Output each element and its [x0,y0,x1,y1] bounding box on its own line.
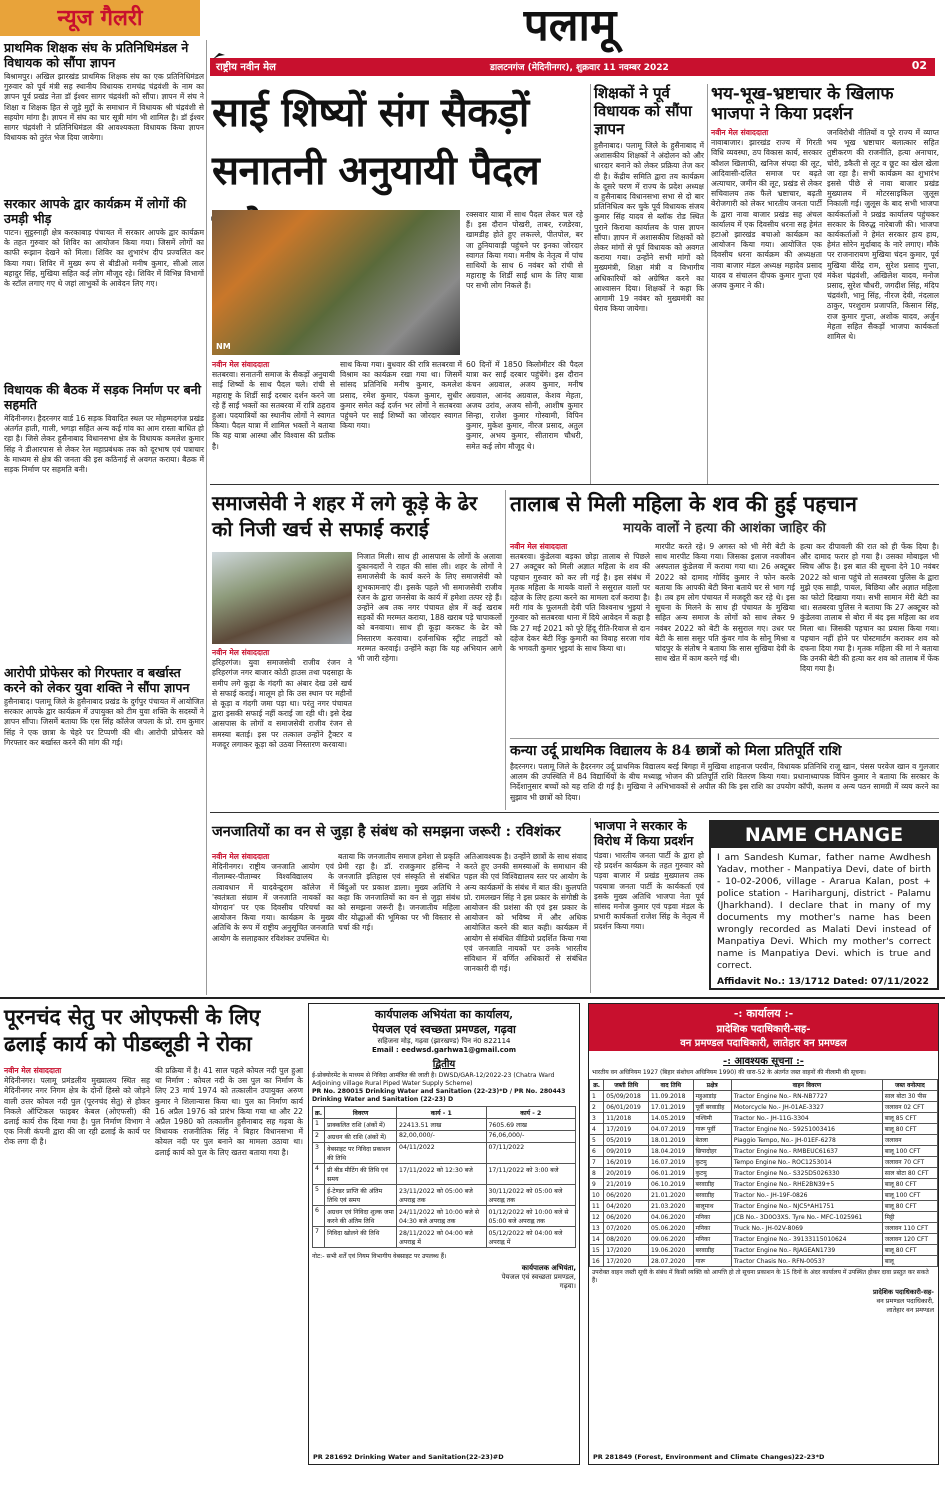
notice-cell: 16/2019 [604,1157,649,1168]
tender-cell: 17/11/2022 को 3:00 बजे [486,1164,576,1185]
notice-cell: Tractor Engine No.- 59251003416 [731,1124,882,1135]
tender-cell: 4 [313,1164,325,1185]
notice-cell: 11 [590,1201,604,1212]
notice-row [590,1212,938,1223]
woman-col-1: नवीन मेल संवाददाता सतबरवा। कुंडेलवा बड़का छोड़ा तालाब से पिछले 27 अक्टूबर को मिली अज्ञात महिला के शव की पहचान गुरुवार को कर ली गई है। इस संबंध में मृतक महिला के मायके वालों ने ससुराल वालों पर दहेज के लिए हत्या करने का मामला दर्ज कराया है। मरी गांव के फूलमती देवी पति विश्वनाथ भुइयां ने गुरुवार को सतबरवा थाना में दिये आवेदन में कहा है कि 27 मई 2021 को पूरे हिंदू रीति-रिवाज से दान दहेज देकर बेटी रिंकु कुमारी का विवाह सरजा गांव के भगवती कुमार भुइयां के साथ किया था। [510,542,650,654]
notice-cell: जलावन 110 CFT [882,1223,937,1234]
notice-cell: गारू [693,1256,731,1267]
bird-logo-icon [212,46,226,56]
notice-row [590,1223,938,1234]
gallery-title-box [0,0,200,36]
notice-cell: छिपादोहर [693,1146,731,1157]
notice-cell: 16.07.2019 [649,1157,693,1168]
notice-cell: 15 [590,1245,604,1256]
notice-cell: Tractor No.- JH-11G-3304 [731,1113,882,1124]
notice-cell: 16 [590,1256,604,1267]
tender-dept: कार्यपालक अभियंता का कार्यालय, [374,1008,514,1021]
notice-cell: जलावन [882,1135,937,1146]
notice-cell: 05/09/2018 [604,1091,649,1102]
notice-cell: 1 [590,1091,604,1102]
notice-cell: 09/2019 [604,1146,649,1157]
column-rule [707,84,708,484]
notice-row [590,1113,938,1124]
tender-cell: वेबसाइट पर निविदा प्रकाशन की तिथि [325,1143,397,1164]
woman-headline: तालाब से मिली महिला के शव की हुई पहचान [510,491,857,516]
tender-notice [308,1003,580,1465]
notice-row [590,1245,938,1256]
notice-cell: बालू 85 CFT [882,1113,937,1124]
scholar-body: हैदरनगर। पलामू जिले के हैदरनगर उर्दू प्राथमिक विद्यालय बरई बिगहा में मुखिया शाहनाज परवीन, विधायक प्रतिनिधि राजू खान, पंसस परवेज खान व गुलजार आलम की उपस्थिति में 84 विद्यार्थियों के बीच मध्याह्न भोजन की प्रतिपूर्ति राशि वितरण किया गया। प्रधानाध्यापक विपिन कुमार ने बताया कि सरकार के निर्देशानुसार बच्चों को यह राशि दी गई है। मुखिया ने अभिभावकों से अपील की कि इस राशि का उपयोग कॉपी, कलम व अन्य पठन सामग्री में व्यय करने का सुझाव भी छात्रों को दिया। [510,762,939,802]
tender-cell: 30/11/2022 को 05:00 बजे अपराह्न तक [486,1185,576,1206]
tender-cell: 24/11/2022 को 10:00 बजे से 04:30 बजे अपराह्न तक [397,1206,486,1227]
notice-cell: 07/2020 [604,1223,649,1234]
notice-cell: गारू पूर्वी [693,1124,731,1135]
clean-col-2: निजात मिली। साथ ही आसपास के लोगों के अलावा दुकानदारों ने राहत की सांस ली। शहर के लोगों ने समाजसेवी के कार्य करने के लिए समाजसेवी को शुभकामनाएं दी। इसके पहले भी समाजसेवी राजीव रंजन के द्वारा जनसेवा के कार्य में हमेशा तत्पर रहे हैं। उन्होंने अब तक नगर पंचायत क्षेत्र में कई खराब सड़कों की मरम्मत कराया, 188 खराब पड़े चापाकलों को बनवाया। साथ ही कूड़ा करकट के ढेर को निस्तारण करवाया। दर्जनाधिक स्ट्रीट लाइटों को मरम्मत करवाई। उन्होंने कहा कि यह अभियान आगे भी जारी रहेगा। [357,552,502,664]
tender-row [313,1206,576,1227]
tender-intro: ई-प्रोक्योरमेंट के माध्यम से निविदा आमंत्रित की जाती है। DWSD/GAR-12/2022-23 (Chatra Ward Adjoining village Rural Piped Water Supply Scheme) [312,1072,555,1087]
notice-cell: बालू 80 CFT [882,1245,937,1256]
notice-col-header: वाहन विवरण [731,1080,882,1091]
lead-photo: NM [212,210,460,355]
protest-headline: भय-भूख-भ्रष्टाचार के खिलाफ भाजपा ने किया प्रदर्शन [711,84,894,124]
tender-cell: 05/12/2022 को 04:00 बजे अपराह्न में [486,1227,576,1248]
notice-cell: बरवाडीह [693,1179,731,1190]
gallery-headline-4: आरोपी प्रोफेसर को गिरफ्तार व बर्खास्त करने को लेकर युवा शक्ति ने सौंपा ज्ञापन [4,665,190,695]
gallery-body-1: बिश्रामपुर। अखिल झारखंड प्राथमिक शिक्षक संघ का एक प्रतिनिधिमंडल गुरुवार को पूर्व मंत्री सह स्थानीय विधायक रामचंद्र चंद्रवंशी के नाम का ज्ञापन पूर्व प्रखंड नेता डॉ ईश्वर सागर चंद्रवंशी को सौंपा। ज्ञापन में संघ ने शिक्षा व शिक्षक हित से जुड़े मुद्दों के समाधान में विधायक श्री चंद्रवंशी से सहयोग मांगा है। ज्ञापन में संघ का चार सूत्री मांग भी शामिल है। डॉ ईश्वर सागर चंद्रवंशी ने प्रतिनिधिमंडल की आवश्यकता विधायक किया ज्ञापन विधायक को तुरंत भेज दिया जायेगा। [4,72,204,143]
lead-byline: नवीन मेल संवाददाता [212,360,270,369]
notice-cell: साल बोटा 80 CFT [882,1168,937,1179]
notice-cell: महुआडांड़ [693,1091,731,1102]
masthead-bar [210,58,935,76]
tender-email: Email : eedwsd.garhwa1@gmail.com [371,1046,517,1054]
scholar-story [510,742,939,808]
tender-cell: 6 [313,1206,325,1227]
notice-cell: बरवाडीह [693,1190,731,1201]
gallery-item-4 [4,665,204,995]
tender-cell: 23/11/2022 को 05:00 बजे अपराह्न तक [397,1185,486,1206]
tender-address: सहिजना मोड़, गढ़वा (झारखण्ड) पिन नं0 822114 [377,1037,511,1045]
horizontal-rule [210,812,939,813]
notice-cell: 21.01.2020 [649,1190,693,1201]
tribal-col-2: बताया कि जनजातीय समाज हमेशा से प्रकृति प्रेमी रहा है। डॉ. राजकुमार हसिन्द ने जनजाति इतिहास एवं संस्कृति से संबंधित बिंदुओं पर प्रकाश डाला। मुख्य अतिथि ने कहा कि जनजातियों का वन से जुड़ा संबंध को समझना जरूरी है। जनजातीय महिला वीर योद्धाओं की भूमिका पर भी विस्तार से चर्चा की गई। [338,852,460,933]
woman-col-3: हत्या कर दीपावली की रात को ही फेंक दिया है। और दामाद फरार हो गया है। उसका मोबाइल भी स्विच ऑफ है। इस बात की सूचना देने 10 नवंबर 2022 को थाना पहुंचे तो सतबरवा पुलिस के द्वारा मुझे एक साड़ी, पायल, बिछिया और अज्ञात महिला का फोटो दिखाया गया। सभी सामान मेरी बेटी का था। सतबरवा पुलिस ने बताया कि 27 अक्टूबर को कुंडेलवा तालाब से बोरा में बंद इस महिला का शव मिला था। जिसकी पहचान का प्रयास किया गया। पहचान नहीं होने पर पोस्टमार्टम कराकर शव को दफना दिया गया है। मृतक महिला की मां ने बताया कि उनकी बेटी की हत्या कर शव को तालाब में फेंक दिया गया है। [800,542,939,674]
tribal-byline: नवीन मेल संवाददाता [212,852,270,861]
tender-cell: ई-टेण्डर प्राप्ति की अंतिम तिथि एवं समय [325,1185,397,1206]
tender-row [313,1131,576,1143]
tender-row [313,1119,576,1131]
notice-row [590,1091,938,1102]
notice-col-header: प्रक्षेत्र [693,1080,731,1091]
gallery-body-3: मेदिनीनगर। हैदरनगर वार्ड 16 सड़क विवादित स्थल पर मोहम्मदगंज प्रखंड अंतर्गत हाती, गाली, भगड़ा सहित अन्य कई गांव का आम रास्ता बाधित हो रहा है। जिसे लेकर हुसैनाबाद विधानसभा क्षेत्र के विधायक कमलेश कुमार सिंह ने डीआरपास से लेकर रेल महाप्रबंधक तक को दूरभाष एवं पत्राचार के माध्यम से क्षेत्र की जनता की इस कठिनाई से अवगत कराया। बैठक में सड़क निर्माण पर सहमति बनी। [4,414,204,475]
tender-cell: निविदा खोलने की तिथि [325,1227,397,1248]
notice-row [590,1256,938,1267]
notice-cell: 06/01/2019 [604,1102,649,1113]
notice-cell: 14 [590,1234,604,1245]
mla-story [594,84,704,479]
tender-cell: 82,00,000/- [397,1131,486,1143]
notice-cell: बालू 80 CFT [882,1201,937,1212]
notice-cell: 11.09.2018 [649,1091,693,1102]
notice-cell: 21/2019 [604,1179,649,1190]
notice-cell: पूर्वी बरवाडीह [693,1102,731,1113]
tender-row [313,1143,576,1164]
notice-cell: बालू 80 CFT [882,1179,937,1190]
bridge-headline: पूरनचंद सेतु पर ओएफसी के लिए ढलाई कार्य को पीडब्लूडी ने रोका [4,1004,261,1056]
tender-col-header: विवरण [325,1107,397,1119]
tender-pr: PR 281692 Drinking Water and Sanitation(22-23)#D [313,1453,504,1461]
notice-cell: मनिका [693,1234,731,1245]
lead-col-3: रक्सवार यात्रा में साथ पैदल लेकर चल रहे हैं। इस दौरान पोखरी, ताबर, रजडेरवा, खामडीह होते हुए लकल्ले, पीतपोल, बर जा ठुनियावाड़ी पहुंचने पर इनका जोरदार स्वागत किया गया। मनीष के नेतृत्व में पांच साथियों के साथ 6 नवंबर को रांची से महाराष्ट्र के शिर्डी साईं धाम के लिए यात्रा पर सभी लोग निकले हैं। [466,210,583,291]
notice-cell: कुटमु [693,1168,731,1179]
notice-cell: 05/2019 [604,1135,649,1146]
woman-byline: नवीन मेल संवाददाता [510,542,568,551]
horizontal-rule [510,738,939,739]
affidavit-number: Affidavit No.: 13/1712 Dated: 07/11/2022 [717,976,929,987]
bridge-byline: नवीन मेल संवाददाता [4,1066,62,1075]
masthead [210,0,930,52]
tender-cell: 17/11/2022 को 12:30 बजे [397,1164,486,1185]
notice-cell: 06/2020 [604,1212,649,1223]
notice-col-header: जब्त वनोत्पाद [882,1080,937,1091]
horizontal-rule [0,997,945,999]
notice-cell: Tractor Engine No.- 39133115010624 [731,1234,882,1245]
notice-intro: भारतीय वन अधिनियम 1927 (बिहार संशोधन अधिनियम 1990) की धारा-52 के अंतर्गत जब्त वाहनों की नीलामी की सूचना। [592,1069,866,1076]
gallery-headline-3: विधायक की बैठक में सड़क निर्माण पर बनी सहमति [4,382,201,412]
tender-signature-2: पेयजल एवं स्वच्छता प्रमण्डल, [501,1273,576,1281]
notice-cell: 12 [590,1212,604,1223]
notice-col-header: क्र. [590,1080,604,1091]
notice-row [590,1146,938,1157]
name-change-title: NAME CHANGE [711,822,937,848]
notice-cell: Tractor Engine No.- RMBEUC61637 [731,1146,882,1157]
notice-cell: 4 [590,1124,604,1135]
notice-cell: Piaggio Tempo, No.- JH-01EF-6278 [731,1135,882,1146]
notice-cell: बालू 80 CFT [882,1124,937,1135]
notice-cell: 17/2020 [604,1245,649,1256]
name-change-body: I am Sandesh Kumar, father name Awdhesh Yadav, mother - Manpatiya Devi, date of birth - 10-02-2006, village - Ararua Kalan, post + police station - Harihargunj, district - Palamu (Jharkhand). I declare that in many of my documents my mother's name has been wrongly recorded as Malati Devi instead of Manpatiya Devi. Which my mother's correct name is Manpatiya Devi. which is true and correct. [717,852,931,971]
notice-cell: Tractor Chasis No.- RFN-0053? [731,1256,882,1267]
notice-cell: 09.06.2020 [649,1234,693,1245]
scholar-headline: कन्या उर्दू प्राथमिक विद्यालय के 84 छात्रों को मिला प्रतिपूर्ति राशि [510,743,842,759]
notice-cell: 17/2020 [604,1256,649,1267]
notice-cell: 13 [590,1223,604,1234]
notice-cell: 19.06.2020 [649,1245,693,1256]
notice-cell: 05.06.2020 [649,1223,693,1234]
notice-cell: 06/2020 [604,1190,649,1201]
notice-cell: 04/2020 [604,1201,649,1212]
notice-cell: बालू [882,1256,937,1267]
notice-row [590,1102,938,1113]
notice-cell: 10 [590,1190,604,1201]
notice-office-3: वन प्रमण्डल पदाधिकारी, लातेहार वन प्रमण्डल [680,1038,847,1049]
notice-cell: 06.10.2019 [649,1179,693,1190]
notice-table [589,1079,938,1267]
lead-col-4: 60 दिनों में 1850 किलोमीटर की पैदल यात्रा कर साईं दरबार पहुंचेंगे। इस दौरान कंचन अग्रवाल, अजय कुमार, मनीष अग्रवाल, आनंद अग्रवाल, केशव मेहता, अजय उरांव, अजय सोनी, आशीष कुमार सिन्हा, राजेश कुमार गोस्वामी, विपिन कुमार, मुकेश कुमार, नीरज प्रसाद, अतुल कुमार, अभय कुमार, सीताराम चौधरी, समेत कई लोग मौजूद थे। [466,360,583,451]
news-gallery [4,40,204,665]
notice-col-header: वाद तिथि [649,1080,693,1091]
page-number: 02 [911,59,927,72]
woman-col-2: मारपीट करते रहे। 9 अगस्त को भी मेरी बेटी के साथ मारपीट किया गया। जिसका इलाज नवजीवन अस्पताल कुंडेलवा में कराया गया था। 26 अक्टूबर 2022 को दामाद गोविंद कुमार ने फोन करके बताया कि आपकी बेटी बिना बताये घर से भाग गई है। तब हम लोग पंचायत में मजदूरी कर रहे थे। इस सूचना के मिलने के साथ ही पंचायत के मुखिया सहित अन्य समाज के लोगों को साथ लेकर 9 नवंबर 2022 को बेटी के ससुराल गए। उधर पर बेटी के सास ससुर पति कुंवर गांव के सोनू मिश्रा व चांदपुर के संतोष ने बताया कि सास सुखिया देवी के साथ खेत में काम करने गई थी। [655,542,795,664]
notice-cell: Tractor Engine No.- S325D5026330 [731,1168,882,1179]
clean-photo [212,552,352,644]
tender-cell: 5 [313,1185,325,1206]
notice-cell: 08/2020 [604,1234,649,1245]
mla-headline: शिक्षकों ने पूर्व विधायक को सौंपा ज्ञापन [594,84,692,138]
notice-cell: जलावन 70 CFT [882,1157,937,1168]
notice-row [590,1179,938,1190]
clean-headline: समाजसेवी ने शहर में लगे कूड़े के ढेर को निजी खर्च से सफाई कराई [212,491,478,541]
tender-cell: 3 [313,1143,325,1164]
tender-signature: कार्यपालक अभियंता, [521,1264,576,1272]
notice-cell: बालूमाथ [693,1201,731,1212]
notice-signature-2: वन प्रमण्डल पदाधिकारी, [876,1297,934,1305]
tender-cell: 01/12/2022 को 10:00 बजे से 05:00 बजे अपराह्न तक [486,1206,576,1227]
bjp-story [594,818,704,993]
tender-row [313,1164,576,1185]
woman-subhead: मायके वालों ने हत्या की आशंका जाहिर की [623,521,826,536]
tender-signature-3: गढ़वा। [559,1282,576,1290]
clean-byline: नवीन मेल संवाददाता [212,648,270,657]
notice-cell: Tractor No.- JH-19F-0826 [731,1190,882,1201]
tender-row [313,1227,576,1248]
tender-cell: प्राक्कलित राशि (अंकों में) [325,1119,397,1131]
notice-cell: बेतला [693,1135,731,1146]
notice-cell: बालू 100 CFT [882,1190,937,1201]
gallery-headline-2: सरकार आपके द्वार कार्यक्रम में लोगों की उमड़ी भीड़ [4,196,187,226]
notice-cell: 6 [590,1146,604,1157]
masthead-name: पलामू [523,0,617,51]
tender-cell: 07/11/2022 [486,1143,576,1164]
notice-cell: 20/2019 [604,1168,649,1179]
notice-row [590,1190,938,1201]
notice-cell: Tractor Engine No.- RJAGEAN1739 [731,1245,882,1256]
gallery-title: न्यूज गैलरी [57,5,143,31]
tender-col-header: क्र. [313,1107,325,1119]
notice-office: -: कार्यालय :- [733,1007,794,1020]
notice-cell: 21.03.2020 [649,1201,693,1212]
notice-cell: Tractor Engine No.- RHE2BN39+5 [731,1179,882,1190]
bjp-body: पंडवा। भारतीय जनता पार्टी के द्वारा हो रहे प्रदर्शन कार्यक्रम के तहत गुरुवार को पड़वा बाजार में प्रखंड मुख्यालय तक पदयात्रा जनता पार्टी के कार्यकर्ता एवं इसके मुख्य अतिथि भाजपा नेता पूर्व सांसद मनोज कुमार एवं पड़वा मंडल के प्रभारी कार्यकर्ता राजेश सिंह के नेतृत्व में प्रदर्शन किया गया। [594,851,704,932]
tender-cell: प्री बीड मीटिंग की तिथि एवं समय [325,1164,397,1185]
tender-cell: 7605.69 लाख [486,1119,576,1131]
forest-notice [588,1003,939,1465]
notice-row [590,1135,938,1146]
notice-cell: 9 [590,1179,604,1190]
tribal-headline: जनजातियों का वन से जुड़ा है संबंध को समझना जरूरी : रविशंकर [212,823,561,840]
tribal-col-3: अतिआवश्यक है। उन्होंने छात्रों के साथ संवाद करते हुए उनकी समस्याओं के समाधान की पहल की एवं विश्विद्यालय स्तर पर आयोग के अन्य कार्यक्रमों के संबंध में बात की। कुलपति प्रो. रामलखन सिंह ने इस प्रकार के संगोष्ठी के आयोजन की प्रशंसा की एवं इस प्रकार के आयोजन को भविष्य में और अधिक आयोजित करने की बात कही। कार्यक्रम में आयोग से संबंधित वीडियो प्रदर्शित किया गया एवं जनजाति नायकों पर उनके भारतीय संविधान में वर्णित अधिकारों से संबंधित जानकारी दी गई। [464,852,587,974]
notice-cell: 3 [590,1113,604,1124]
notice-cell: बरवाडीह [693,1245,731,1256]
tender-row [313,1185,576,1206]
notice-cell: Tempo Engine No.- ROC1253014 [731,1157,882,1168]
protest-col-2: जनविरोधी नीतियों व पूरे राज्य में व्याप्त भय भूख भ्रष्टाचार बलात्कार सहित तुष्टीकरण की राजनीति, हत्या अनाचार, चोरी, डकैती से लूट व छूट का खेल खेला जा रहा है। सभी कार्यक्रम का शुभारंभ इससे पीछे से नावा बाजार प्रखंड मुख्यालय में मोटरसाइकिल जुलूस निकाली गई। जुलूस के बाद सभी भाजपा कार्यकर्ताओं ने प्रखंड कार्यालय पहुंचकर सरकार के विरुद्ध नारेबाजी की। भाजपा कार्यकर्ताओं ने हेमंत सरकार हाय हाय, हेमंत सोरेन मुर्दाबाद के नारे लगाए। मौके पर राजनारायण मुखिया चंदन कुमार, पूर्व मुखिया वीरेंद्र राम, सुरेश प्रसाद गुप्ता, मंकेश चंद्रवंशी, अखिलेश यादव, मनोज प्रसाद, सुरेश चौधरी, जगदीश सिंह, मंदिप चंद्रवंशी, भानु सिंह, नीरज देवी, नंदलाल ठाकुर, परशुराम प्रजापति, किसान सिंह, राज कुमार गुप्ता, अशोक यादव, अर्जुन मेहता सहित सैकड़ों भाजपा कार्यकर्ता शामिल थे। [827,128,939,342]
notice-cell: 8 [590,1168,604,1179]
lead-headline: साई शिष्यों संग सैकड़ों सनातनी अनुयायी पैदल [212,89,540,194]
notice-cell: 2 [590,1102,604,1113]
tender-label: द्वितीय [432,1059,456,1070]
tender-intro-2: PR No. 280015 Drinking Water and Sanitation (22-23)*D / PR No. 280443 Drinking Water and Sanitation (22-23) D [312,1088,566,1103]
notice-row [590,1124,938,1135]
tender-cell: अग्रधन एवं निविदा शुल्क जमा करने की अंतिम तिथि [325,1206,397,1227]
bjp-headline: भाजपा ने सरकार के विरोध में किया प्रदर्शन [594,818,694,848]
tender-cell: अग्रधन की राशि (अंकों में) [325,1131,397,1143]
notice-cell: 18.04.2019 [649,1146,693,1157]
notice-title: -: आवश्यक सूचना :- [723,1056,804,1067]
column-rule [590,818,591,993]
notice-cell: मिट्टी [882,1212,937,1223]
notice-cell: Tractor Engine No.- NJC5*AH1751 [731,1201,882,1212]
name-change-ad [709,820,939,990]
notice-pr: PR 281849 (Forest, Environment and Climate Changes)22-23*D [593,1453,825,1461]
protest-byline: नवीन मेल संवाददाता [711,128,769,137]
notice-footer: उपरोक्त वाहन जब्ती सूची के संबंध में किसी व्यक्ति को आपत्ति हो तो सूचना प्रकाशन के 15 दिनों के अंदर कार्यालय में उपस्थित होकर दावा प्रस्तुत कर सकते हैं। [592,1269,929,1284]
notice-cell: 18.01.2019 [649,1135,693,1146]
notice-row [590,1201,938,1212]
tender-cell: 22413.51 लाख [397,1119,486,1131]
notice-cell: 5 [590,1135,604,1146]
notice-cell: जलावन 120 CFT [882,1234,937,1245]
notice-cell: Motorcycle No.- JH-01AE-3327 [731,1102,882,1113]
notice-cell: जलावन 02 CFT [882,1102,937,1113]
column-rule [590,84,591,484]
notice-cell: 11/2018 [604,1113,649,1124]
tender-cell: 04/11/2022 [397,1143,486,1164]
bridge-col-2: की प्रक्रिया में है। 41 साल पहले कोयल नदी पुल हुआ था निर्माण : कोयल नदी के उस पुल का निर्माण के लिए 23 मार्च 1974 को तत्कालीन उपायुक्त अरुण कुमार ने शिलान्यास किया था। पुल का निर्माण कार्य 16 अप्रैल 1976 को प्रारंभ किया गया था और 22 अप्रैल 1980 को तत्कालीन हुसैनाबाद सह गढ़वा के विधायक राजनीतिक सिंह ने बिहार विधानसभा में कोयल नदी पर पुल बनाने का मामला उठाया था। ढलाई कार्य को पुल के लिए खतरा बताया गया है। [155,1066,303,1157]
notice-cell: कुटमु [693,1157,731,1168]
tender-table [312,1106,576,1248]
notice-cell: JCB No.- 3D0O3XS. Tyre No.- MFC-1025961 [731,1212,882,1223]
notice-cell: 7 [590,1157,604,1168]
tender-cell: 1 [313,1119,325,1131]
notice-cell: 14.05.2019 [649,1113,693,1124]
notice-cell: पश्चिमी [693,1113,731,1124]
notice-cell: 04.07.2019 [649,1124,693,1135]
tribal-col-1: नवीन मेल संवाददाता मेदिनीनगर। राष्ट्रीय जनजाति आयोग एवं नीलाम्बर-पीताम्बर विश्वविद्यालय के तत्वावधान में यादवेन्द्र्रराम कॉलेज में 'स्वतंत्रता संग्राम में जनजाति नायकों का योगदान' पर एक दिवसीय परिचर्चा का आयोजन किया गया। कार्यक्रम के मुख्य अतिथि के रूप में राष्ट्रीय अनुसूचित जनजाति आयोग के सलाहकार रविशंकर उपस्थित थे। [212,852,334,943]
notice-cell: मनिका [693,1223,731,1234]
tender-cell: 76,06,000/- [486,1131,576,1143]
bridge-col-1: नवीन मेल संवाददाता मेदिनीनगर। पलामू प्रमंडलीय मुख्यालय स्थित सह मेदिनीनगर नगर निगम क्षेत्र के दोनों हिस्से को जोड़ने वाली उत्तर कोयल नदी पुल (पूरनचंद सेतु) से होकर निकले ऑप्टिकल फाइबर केबल (ओएफसी) की ढलाई कार्य रोक दिया गया है। पुल निर्माण विभाग ने एक निजी कंपनी द्वारा की जा रही ढलाई के कार्य पर रोक लगा दी है। [4,1066,150,1147]
notice-signature-3: लातेहार वन प्रमण्डल [886,1306,934,1314]
notice-col-header: जब्ती तिथि [604,1080,649,1091]
notice-row [590,1234,938,1245]
dateline: डालटनगंज (मेदिनीनगर), शुक्रवार 11 नवम्बर 2022 [490,63,669,73]
tender-cell: 28/11/2022 को 04:00 बजे अपराह्न में [397,1227,486,1248]
gallery-body-4: हुसैनाबाद। पलामू जिले के हुसैनाबाद प्रखंड के दुर्गपुर पंचायत में आयोजित सरकार आपके द्वार कार्यक्रम में उपायुक्त को टीम युवा शक्ति के सदस्यों ने ज्ञापन सौंपा। जिसमें बताया कि एस सिंह कॉलेज जपला के प्रो. राम कुमार सिंह ने एक छात्रा के चेहरे पर टिप्पणी की थी। आरोपी प्रोफेसर को गिरफ्तार कर बर्खास्त करने की मांग की गई। [4,697,204,747]
notice-cell: बालू 100 CFT [882,1146,937,1157]
column-rule [206,40,207,995]
notice-row [590,1157,938,1168]
notice-cell: 28.07.2020 [649,1256,693,1267]
column-rule [505,490,506,810]
horizontal-rule [210,484,939,485]
notice-office-2: प्रादेशिक पदाधिकारी-सह- [716,1024,811,1035]
notice-row [590,1168,938,1179]
notice-signature: प्रादेशिक पदाधिकारी-सह- [873,1288,934,1296]
notice-cell: 17/2019 [604,1124,649,1135]
gallery-body-2: पाटन। सुट्ठस्नाही क्षेत्र करकाबाड़ पंचायत में सरकार आपके द्वार कार्यक्रम के तहत गुरुवार को शिविर का आयोजन किया गया। जिसमें लोगों का काफी रूझान देखने को मिला। शिविर का शुभारंभ दीप प्रज्वलित कर किया गया। शिविर में मुख्य रूप से बीडीओ मनीष कुमार, सीओ लाल बहादुर सिंह, मुखिया सहित कई लोग मौजूद रहे। शिविर में विभिन्न विभागों के स्टॉल लगाए गए थे जहां लाभुकों के आवेदन लिए गए। [4,228,204,289]
tender-cell: 2 [313,1131,325,1143]
notice-cell: Tractor Engine No.- RN-NB7727 [731,1091,882,1102]
notice-cell: मनिका [693,1212,731,1223]
notice-cell: Truck No.- JH-02V-8069 [731,1223,882,1234]
protest-col-1: नवीन मेल संवाददाता नावाबाजार। झारखंड राज्य में गिरती विधि व्यवस्था, ठप विकास कार्य, सरकार कौशल खिलाफी, खनिज संपदा की लूट, आदिवासी-दलित समाज पर बढ़ते अत्याचार, जमीन की लूट, प्रखंड से लेकर सचिवालय तक फैले भ्रष्टाचार, बढ़ती बेरोजगारी को लेकर भारतीय जनता पार्टी के द्वारा नावा बाजार प्रखंड सह अंचल कार्यालय में एक दिवसीय धरना सह हेमंत हटाओ झारखंड बचाओ कार्यक्रम का आयोजन किया गया। आयोजित एक दिवसीय धरना कार्यक्रम की अध्यक्षता नावा बाजार मंडल अध्यक्ष महादेव प्रसाद यादव व संचालन दीपक कुमार गुप्ता एवं अजय कुमार ने की। [711,128,822,291]
tender-dept-2: पेयजल एवं स्वच्छता प्रमण्डल, गढ़वा [372,1023,516,1036]
tender-cell: 7 [313,1227,325,1248]
tender-col-header: कार्य - 2 [486,1107,576,1119]
lead-col-2: साथ किया गया। बुधवार की रात्रि सतबरवा में विश्राम का कार्यक्रम रखा गया था। जिसमें सांसद प्रतिनिधि मनीष कुमार, कमलेश प्रसाद, रमेश कुमार, पंकज कुमार, सुधीर कुमार समेत कई दर्जन भर लोगों ने सतबरवा पहुंचने पर साईं शिष्यों का जोरदार स्वागत किया गया। [340,360,462,431]
notice-cell: 06.01.2019 [649,1168,693,1179]
lead-col-1: नवीन मेल संवाददाता सतबरवा। सनातनी समाज के सैकड़ों अनुयायी साई शिष्यों के साथ पैदल चले। रांची से महाराष्ट्र के शिर्डी साईं दरबार दर्शन करने जा रहे हैं साईं भक्तों का सतबरवा में रात्रि ठहराव हुआ। पदयात्रियों का स्थानीय लोगों ने स्वागत किया। पैदल यात्रा में शामिल भक्तों ने बताया कि यह यात्रा आस्था और विश्वास की प्रतीक है। [212,360,335,451]
tender-footer-note: नोट:- सभी शर्तें एवं नियम विभागीय वेबसाइट पर उपलब्ध हैं। [312,1253,447,1260]
notice-cell: 04.06.2020 [649,1212,693,1223]
brand-label: राष्ट्रीय नवीन मेल [216,62,276,73]
notice-cell: साल बोटा 30 पीस [882,1091,937,1102]
mla-body: हुसैनाबाद। पलामू जिले के हुसैनाबाद में अशासकीय शिक्षकों ने अंदोलन को और धारदार बनाने को लेकर प्रक्रिया तेज कर दी है। केंद्रीय समिति द्वारा तय कार्यक्रम के दूसरे चरण में राज्य के प्रदेश अध्यक्ष व हुसैनाबाद विधानसभा सभा से दो बार प्रतिनिधित्व कर चुके पूर्व विधायक संजय कुमार सिंह यादव से ब्लॉक रोड स्थित पुराने किराया कार्यालय के पास ज्ञापन सौंपा। ज्ञापन में अशासकीय शिक्षकों को लेकर मांगों से पूर्व विधायक को अवगत कराया गया। उन्होंने सभी मांगों को मुख्यमंत्री, शिक्षा मंत्री व विभागीय अधिकारियों को अग्रेषित करने का आश्वासन दिया। शिक्षकों ने कहा कि आगामी 19 नवंबर को मुख्यमंत्री का घेराव किया जायेगा। [594,141,704,314]
tender-col-header: कार्य - 1 [397,1107,486,1119]
gallery-headline-1: प्राथमिक शिक्षक संघ के प्रतिनिधिमंडल ने विधायक को सौंपा ज्ञापन [4,40,189,70]
notice-header [589,1004,938,1051]
notice-cell: 17.01.2019 [649,1102,693,1113]
clean-col-1: नवीन मेल संवाददाता हरिहरगंज। युवा समाजसेवी राजीव रंजन ने हरिहरगंज नगर बाजार कोठी हाउस तथा पदसाहा के समीप लगे कूड़ा के गंदगी का अंबार देख उसे खर्च से सफाई कराई। मालूम हो कि उस स्थान पर महीनों से कूड़ा व गंदगी जमा पड़ा था। परंतु नगर पंचायत द्वारा इसकी सफाई नहीं कराई जा रही थी। इसे देख आसपास के लोगों व समाजसेवी राजीव रंजन से समस्या बताई। इस पर तत्काल उन्होंने ट्रैक्टर व मजदूर लगाकर कूड़ा को उठवा निस्तारण करवाया। [212,648,352,749]
